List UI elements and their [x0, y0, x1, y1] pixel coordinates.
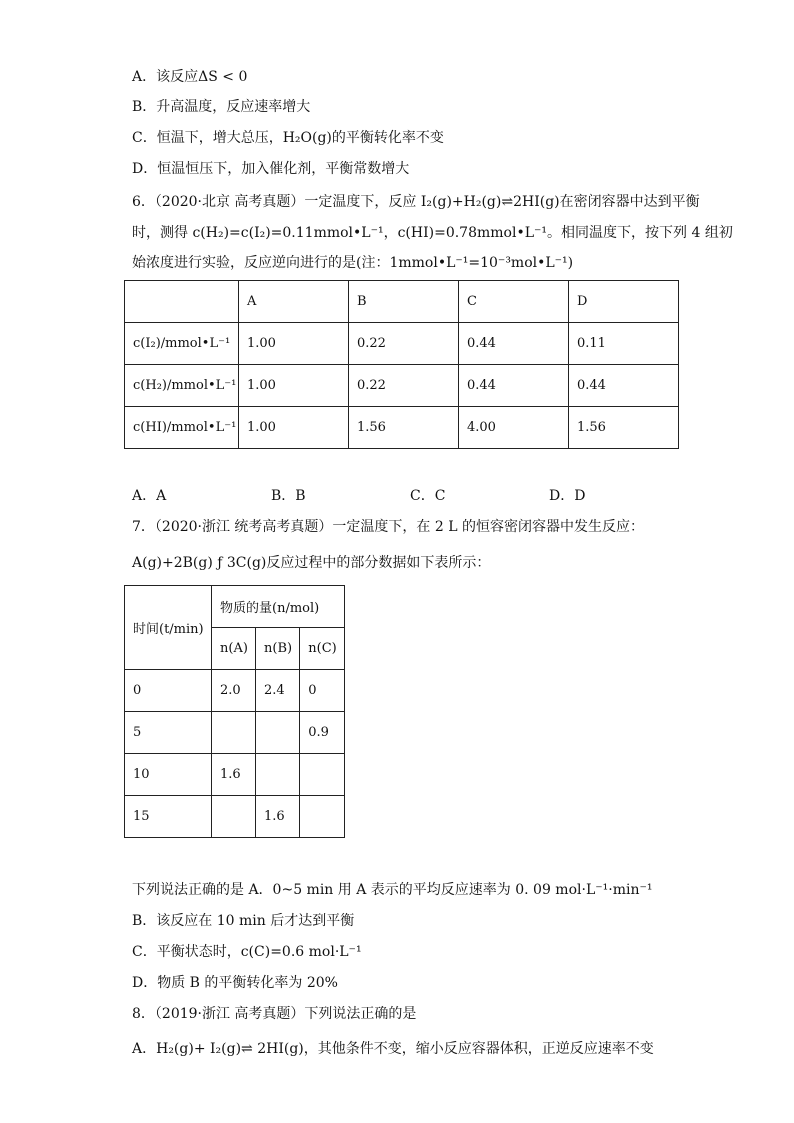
table-cell: 0.44	[458, 323, 568, 365]
table-row	[125, 796, 345, 838]
table-cell: 0.22	[348, 365, 458, 407]
table-cell: 0.9	[300, 712, 345, 754]
column-header-a: A	[238, 281, 348, 323]
table-header-row	[125, 586, 345, 628]
table-row	[125, 712, 345, 754]
table-corner-cell	[125, 281, 239, 323]
table-cell: 2.0	[212, 670, 256, 712]
table-cell: 1.6	[212, 754, 256, 796]
column-header-c: C	[458, 281, 568, 323]
table-cell: 1.56	[568, 407, 678, 449]
q7-option-c: C．平衡状态时，c(C)=0.6 mol·L⁻¹	[132, 944, 362, 960]
q7-stem-line-1: 7．（2020·浙江 统考高考真题）一定温度下，在 2 L 的恒容密闭容器中发生反应：	[132, 519, 644, 535]
table-cell: 1.6	[256, 796, 300, 838]
table-cell: 4.00	[458, 407, 568, 449]
column-header-d: D	[568, 281, 678, 323]
q6-option-d: D．D	[549, 488, 586, 504]
column-header-b: B	[348, 281, 458, 323]
table-row	[125, 407, 679, 449]
row-label-c-h2: c(H₂)/mmol•L⁻¹	[125, 365, 239, 407]
q7-amount-table	[124, 585, 345, 838]
time-header: 时间(t/min)	[125, 586, 212, 670]
table-cell	[300, 754, 345, 796]
q6-option-c: C．C	[410, 488, 446, 504]
table-cell	[300, 796, 345, 838]
q7-stem-line-2: A(g)+2B(g) ƒ 3C(g)反应过程中的部分数据如下表所示：	[132, 555, 491, 571]
table-cell	[212, 796, 256, 838]
q6-options	[132, 485, 692, 505]
subheader-nc: n(C)	[300, 628, 345, 670]
table-cell: 0.44	[458, 365, 568, 407]
q5-option-d: D．恒温恒压下，加入催化剂，平衡常数增大	[132, 161, 410, 177]
q5-option-a: A．该反应ΔS < 0	[132, 69, 248, 85]
row-label-c-i2: c(I₂)/mmol•L⁻¹	[125, 323, 239, 365]
table-cell	[256, 712, 300, 754]
table-cell: 10	[125, 754, 212, 796]
q6-concentration-table	[124, 280, 679, 449]
q6-stem-line-3: 始浓度进行实验，反应逆向进行的是(注：1mmol•L⁻¹=10⁻³mol•L⁻¹)	[132, 255, 574, 271]
table-cell	[212, 712, 256, 754]
table-cell: 1.00	[238, 365, 348, 407]
q6-stem-line-1: 6．（2020·北京 高考真题）一定温度下，反应 I₂(g)+H₂(g)⇌2HI(g)在密闭容器中达到平衡	[132, 194, 700, 210]
q6-option-b: B．B	[271, 488, 306, 504]
table-cell: 0.11	[568, 323, 678, 365]
table-cell: 0.22	[348, 323, 458, 365]
q5-option-c: C．恒温下，增大总压，H₂O(g)的平衡转化率不变	[132, 130, 444, 146]
q6-stem-line-2: 时，测得 c(H₂)=c(I₂)=0.11mmol•L⁻¹，c(HI)=0.78mmol•L⁻¹。相同温度下，按下列 4 组初	[132, 225, 733, 241]
table-cell	[256, 754, 300, 796]
q6-option-a: A．A	[132, 488, 167, 504]
table-cell: 1.56	[348, 407, 458, 449]
table-header-row	[125, 281, 679, 323]
table-row	[125, 323, 679, 365]
table-row	[125, 365, 679, 407]
table-cell: 0	[125, 670, 212, 712]
amount-header: 物质的量(n/mol)	[212, 586, 345, 628]
q7-option-b: B．该反应在 10 min 后才达到平衡	[132, 913, 355, 929]
table-cell: 1.00	[238, 323, 348, 365]
table-cell: 0	[300, 670, 345, 712]
q8-option-a: A．H₂(g)+ I₂(g)⇌ 2HI(g)，其他条件不变，缩小反应容器体积，正逆反应速率不变	[132, 1041, 654, 1057]
table-row	[125, 670, 345, 712]
subheader-na: n(A)	[212, 628, 256, 670]
row-label-c-hi: c(HI)/mmol•L⁻¹	[125, 407, 239, 449]
subheader-nb: n(B)	[256, 628, 300, 670]
q5-option-b: B．升高温度，反应速率增大	[132, 99, 311, 115]
table-cell: 1.00	[238, 407, 348, 449]
q8-stem: 8．（2019·浙江 高考真题）下列说法正确的是	[132, 1006, 417, 1022]
q7-option-d: D．物质 B 的平衡转化率为 20%	[132, 975, 338, 991]
table-cell: 0.44	[568, 365, 678, 407]
table-cell: 5	[125, 712, 212, 754]
q7-line-1: 下列说法正确的是 A．0~5 min 用 A 表示的平均反应速率为 0. 09 mol·L⁻¹·min⁻¹	[132, 882, 653, 898]
table-row	[125, 754, 345, 796]
table-cell: 15	[125, 796, 212, 838]
table-cell: 2.4	[256, 670, 300, 712]
